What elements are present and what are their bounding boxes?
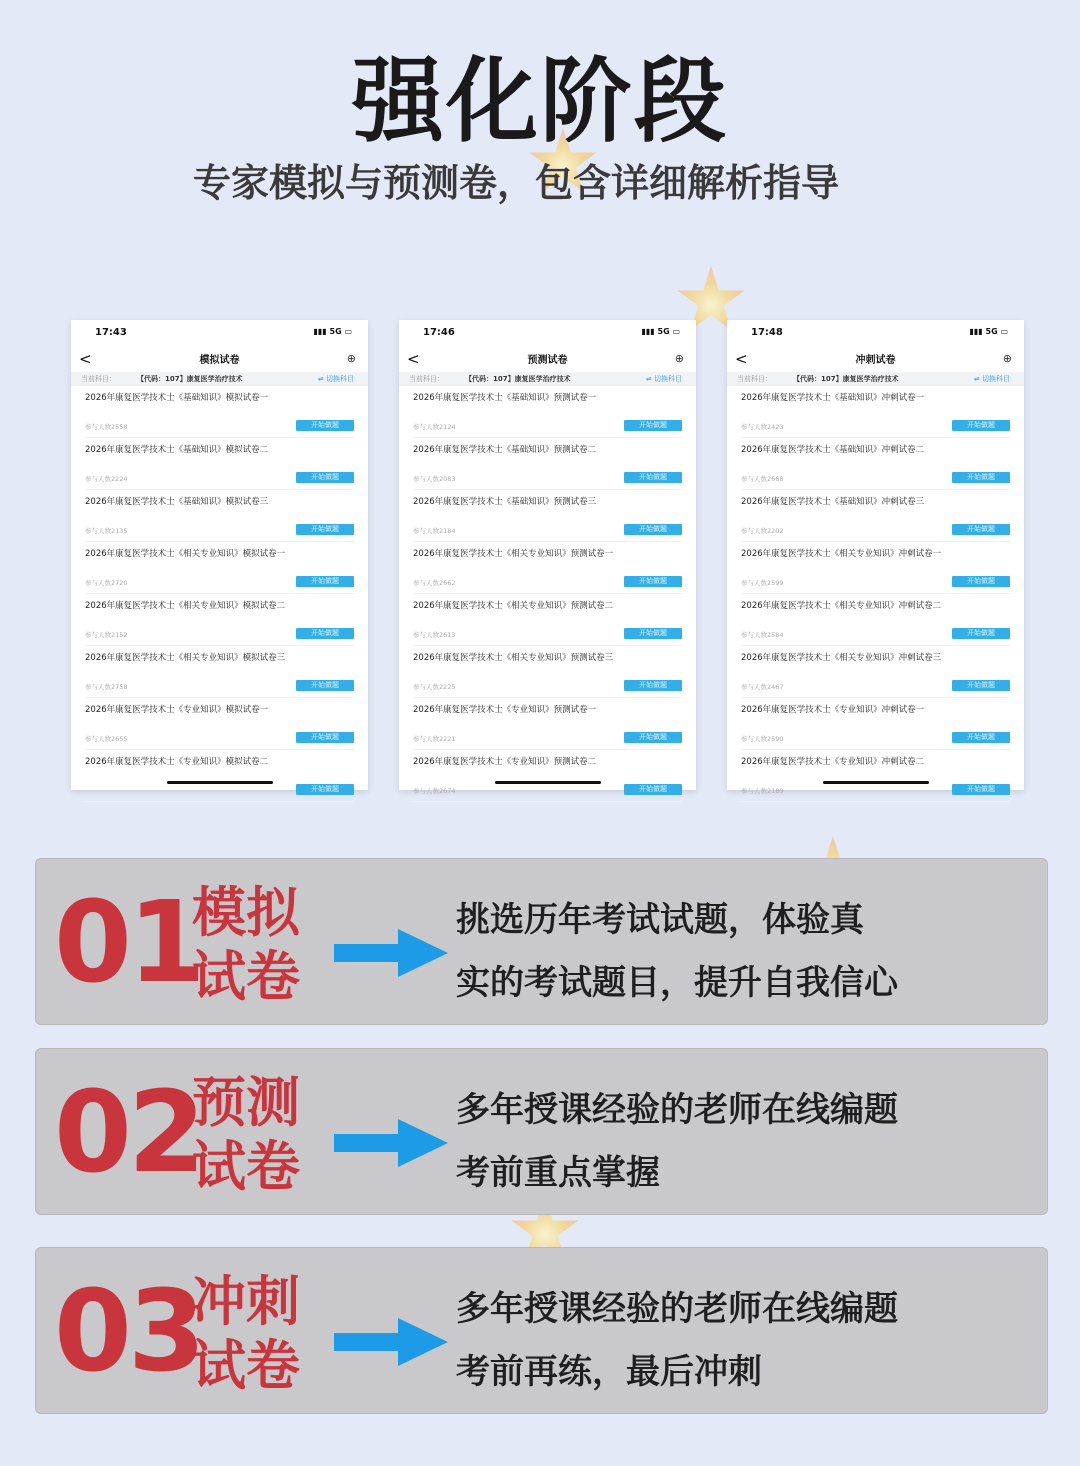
participant-count: 参与人数2584 — [741, 631, 784, 639]
section-description — [456, 889, 1016, 1015]
arrow-right-icon — [334, 1318, 448, 1366]
list-item — [741, 438, 1010, 490]
start-exam-button[interactable]: 开始做题 — [296, 732, 354, 743]
list-item — [85, 594, 354, 646]
list-item — [413, 646, 682, 698]
exam-title: 2026年康复医学技术士《专业知识》模拟试卷二 — [85, 757, 269, 767]
list-item — [413, 438, 682, 490]
section-description — [456, 1079, 1016, 1205]
description-line: 实的考试题目，提升自我信心 — [456, 963, 898, 1003]
download-icon[interactable]: ⊕ — [674, 352, 684, 365]
participant-count: 参与人数2613 — [413, 631, 456, 639]
list-item — [741, 698, 1010, 750]
status-bar — [399, 320, 696, 348]
list-item — [413, 386, 682, 438]
participant-count: 参与人数2189 — [741, 787, 784, 795]
home-indicator — [823, 781, 929, 784]
participant-count: 参与人数2674 — [413, 787, 456, 795]
exam-title: 2026年康复医学技术士《基础知识》模拟试卷三 — [85, 497, 269, 507]
start-exam-button[interactable]: 开始做题 — [952, 524, 1010, 535]
list-item — [85, 438, 354, 490]
exam-title: 2026年康复医学技术士《基础知识》冲刺试卷二 — [741, 445, 925, 455]
page-title: 强化阶段 — [351, 48, 728, 155]
exam-list — [399, 386, 696, 802]
participant-count: 参与人数2758 — [85, 683, 128, 691]
section-label-line: 预测 — [192, 1071, 300, 1134]
list-item — [413, 542, 682, 594]
exam-title: 2026年康复医学技术士《基础知识》模拟试卷一 — [85, 393, 269, 403]
back-arrow-icon[interactable]: < — [735, 350, 748, 368]
start-exam-button[interactable]: 开始做题 — [296, 472, 354, 483]
exam-list — [71, 386, 368, 802]
list-item — [85, 698, 354, 750]
exam-title: 2026年康复医学技术士《相关专业知识》预测试卷一 — [413, 549, 614, 559]
start-exam-button[interactable]: 开始做题 — [952, 472, 1010, 483]
exam-title: 2026年康复医学技术士《专业知识》预测试卷二 — [413, 757, 597, 767]
exam-title: 2026年康复医学技术士《专业知识》模拟试卷一 — [85, 705, 269, 715]
participant-count: 参与人数2662 — [413, 579, 456, 587]
participant-count: 参与人数2225 — [413, 683, 456, 691]
feature-section-mock — [35, 858, 1048, 1025]
exam-title: 2026年康复医学技术士《相关专业知识》冲刺试卷三 — [741, 653, 942, 663]
phone-screenshot-sprint-exam — [727, 320, 1024, 795]
switch-subject-link[interactable]: ⇌ 切换科目 — [645, 375, 682, 383]
download-icon[interactable]: ⊕ — [346, 352, 356, 365]
subject-bar — [71, 372, 368, 386]
list-item — [85, 646, 354, 698]
description-line: 挑选历年考试试题，体验真 — [456, 900, 864, 940]
nav-title: 冲刺试卷 — [855, 355, 896, 366]
start-exam-button[interactable]: 开始做题 — [624, 472, 682, 483]
participant-count: 参与人数2467 — [741, 683, 784, 691]
status-icons — [641, 327, 680, 336]
status-time: 17:46 — [423, 327, 455, 338]
participant-count: 参与人数2083 — [413, 475, 456, 483]
signal-icon: ▮▮▮ — [641, 327, 655, 336]
list-item — [741, 490, 1010, 542]
participant-count: 参与人数2423 — [741, 423, 784, 431]
participant-count: 参与人数2558 — [85, 423, 128, 431]
section-label-line: 试卷 — [192, 945, 300, 1008]
participant-count: 参与人数2655 — [85, 735, 128, 743]
exam-list — [727, 386, 1024, 802]
home-indicator — [167, 781, 273, 784]
participant-count: 参与人数2599 — [741, 579, 784, 587]
arrow-right-icon — [334, 929, 448, 977]
nav-title: 预测试卷 — [527, 355, 568, 366]
start-exam-button[interactable]: 开始做题 — [952, 576, 1010, 587]
subject-bar — [727, 372, 1024, 386]
section-label-line: 模拟 — [192, 881, 300, 944]
list-item — [741, 386, 1010, 438]
feature-section-sprint — [35, 1247, 1048, 1414]
list-item — [741, 542, 1010, 594]
start-exam-button[interactable]: 开始做题 — [624, 420, 682, 431]
participant-count: 参与人数2590 — [741, 735, 784, 743]
start-exam-button[interactable]: 开始做题 — [296, 628, 354, 639]
list-item — [741, 750, 1010, 802]
subject-label: 当前科目： — [81, 375, 116, 383]
start-exam-button[interactable]: 开始做题 — [296, 420, 354, 431]
battery-icon: ▭ — [672, 327, 680, 336]
network-label: 5G — [985, 327, 998, 336]
participant-count: 参与人数2124 — [413, 423, 456, 431]
section-description — [456, 1278, 1016, 1404]
phone-screenshot-predict-exam — [399, 320, 696, 795]
back-arrow-icon[interactable]: < — [79, 350, 92, 368]
section-number: 02 — [54, 1068, 202, 1198]
start-exam-button[interactable]: 开始做题 — [624, 732, 682, 743]
list-item — [85, 750, 354, 802]
exam-title: 2026年康复医学技术士《基础知识》模拟试卷二 — [85, 445, 269, 455]
list-item — [413, 490, 682, 542]
start-exam-button[interactable]: 开始做题 — [296, 524, 354, 535]
list-item — [741, 594, 1010, 646]
exam-title: 2026年康复医学技术士《相关专业知识》冲刺试卷一 — [741, 549, 942, 559]
start-exam-button[interactable]: 开始做题 — [296, 784, 354, 795]
back-arrow-icon[interactable]: < — [407, 350, 420, 368]
list-item — [413, 750, 682, 802]
description-line: 多年授课经验的老师在线编题 — [456, 1090, 898, 1130]
section-number: 01 — [54, 878, 202, 1008]
exam-title: 2026年康复医学技术士《相关专业知识》预测试卷三 — [413, 653, 614, 663]
start-exam-button[interactable]: 开始做题 — [624, 524, 682, 535]
start-exam-button[interactable]: 开始做题 — [952, 680, 1010, 691]
status-icons — [969, 327, 1008, 336]
network-label: 5G — [657, 327, 670, 336]
exam-title: 2026年康复医学技术士《基础知识》预测试卷三 — [413, 497, 597, 507]
start-exam-button[interactable]: 开始做题 — [296, 680, 354, 691]
arrow-right-icon — [334, 1119, 448, 1167]
participant-count: 参与人数2221 — [413, 735, 456, 743]
exam-title: 2026年康复医学技术士《相关专业知识》模拟试卷三 — [85, 653, 286, 663]
list-item — [85, 386, 354, 438]
participant-count: 参与人数2668 — [741, 475, 784, 483]
start-exam-button[interactable]: 开始做题 — [624, 784, 682, 795]
participant-count: 参与人数2224 — [85, 475, 128, 483]
subject-label: 当前科目： — [737, 375, 772, 383]
start-exam-button[interactable]: 开始做题 — [952, 420, 1010, 431]
exam-title: 2026年康复医学技术士《专业知识》冲刺试卷一 — [741, 705, 925, 715]
subject-bar — [399, 372, 696, 386]
section-label — [192, 1270, 322, 1398]
description-line: 考前再练，最后冲刺 — [456, 1352, 762, 1392]
list-item — [85, 542, 354, 594]
exam-title: 2026年康复医学技术士《基础知识》冲刺试卷三 — [741, 497, 925, 507]
status-time: 17:48 — [751, 327, 783, 338]
description-line: 多年授课经验的老师在线编题 — [456, 1289, 898, 1329]
exam-title: 2026年康复医学技术士《基础知识》预测试卷二 — [413, 445, 597, 455]
nav-bar — [399, 348, 696, 372]
switch-subject-link[interactable]: ⇌ 切换科目 — [317, 375, 354, 383]
section-label-line: 冲刺 — [192, 1270, 300, 1333]
phone-screenshot-mock-exam — [71, 320, 368, 793]
home-indicator — [495, 781, 601, 784]
list-item — [85, 490, 354, 542]
start-exam-button[interactable]: 开始做题 — [952, 784, 1010, 795]
status-bar — [727, 320, 1024, 348]
start-exam-button[interactable]: 开始做题 — [624, 628, 682, 639]
exam-title: 2026年康复医学技术士《基础知识》预测试卷一 — [413, 393, 597, 403]
section-label-line: 试卷 — [192, 1334, 300, 1397]
list-item — [413, 594, 682, 646]
participant-count: 参与人数2202 — [741, 527, 784, 535]
section-label — [192, 1071, 322, 1199]
battery-icon: ▭ — [1000, 327, 1008, 336]
signal-icon: ▮▮▮ — [313, 327, 327, 336]
switch-subject-link[interactable]: ⇌ 切换科目 — [973, 375, 1010, 383]
status-time: 17:43 — [95, 327, 127, 338]
start-exam-button[interactable]: 开始做题 — [296, 576, 354, 587]
exam-title: 2026年康复医学技术士《相关专业知识》模拟试卷一 — [85, 549, 286, 559]
nav-bar — [71, 348, 368, 372]
list-item — [413, 698, 682, 750]
section-number: 03 — [54, 1267, 202, 1397]
page-subtitle: 专家模拟与预测卷，包含详细解析指导 — [192, 161, 839, 205]
exam-title: 2026年康复医学技术士《相关专业知识》冲刺试卷二 — [741, 601, 942, 611]
exam-title: 2026年康复医学技术士《专业知识》预测试卷一 — [413, 705, 597, 715]
description-line: 考前重点掌握 — [456, 1153, 660, 1193]
subject-code: 【代码：107】康复医学治疗技术 — [793, 375, 899, 383]
subject-code: 【代码：107】康复医学治疗技术 — [465, 375, 571, 383]
participant-count: 参与人数2720 — [85, 579, 128, 587]
battery-icon: ▭ — [344, 327, 352, 336]
nav-bar — [727, 348, 1024, 372]
nav-title: 模拟试卷 — [199, 355, 240, 366]
participant-count: 参与人数2184 — [413, 527, 456, 535]
subject-label: 当前科目： — [409, 375, 444, 383]
signal-icon: ▮▮▮ — [969, 327, 983, 336]
section-label — [192, 881, 322, 1009]
status-bar — [71, 320, 368, 348]
subject-code: 【代码：107】康复医学治疗技术 — [137, 375, 243, 383]
section-label-line: 试卷 — [192, 1135, 300, 1198]
start-exam-button[interactable]: 开始做题 — [952, 732, 1010, 743]
exam-title: 2026年康复医学技术士《相关专业知识》预测试卷二 — [413, 601, 614, 611]
exam-title: 2026年康复医学技术士《专业知识》冲刺试卷二 — [741, 757, 925, 767]
feature-section-predict — [35, 1048, 1048, 1215]
participant-count: 参与人数2135 — [85, 527, 128, 535]
download-icon[interactable]: ⊕ — [1002, 352, 1012, 365]
exam-title: 2026年康复医学技术士《相关专业知识》模拟试卷二 — [85, 601, 286, 611]
exam-title: 2026年康复医学技术士《基础知识》冲刺试卷一 — [741, 393, 925, 403]
status-icons — [313, 327, 352, 336]
list-item — [741, 646, 1010, 698]
network-label: 5G — [329, 327, 342, 336]
start-exam-button[interactable]: 开始做题 — [952, 628, 1010, 639]
start-exam-button[interactable]: 开始做题 — [624, 576, 682, 587]
start-exam-button[interactable]: 开始做题 — [624, 680, 682, 691]
participant-count: 参与人数2152 — [85, 631, 128, 639]
